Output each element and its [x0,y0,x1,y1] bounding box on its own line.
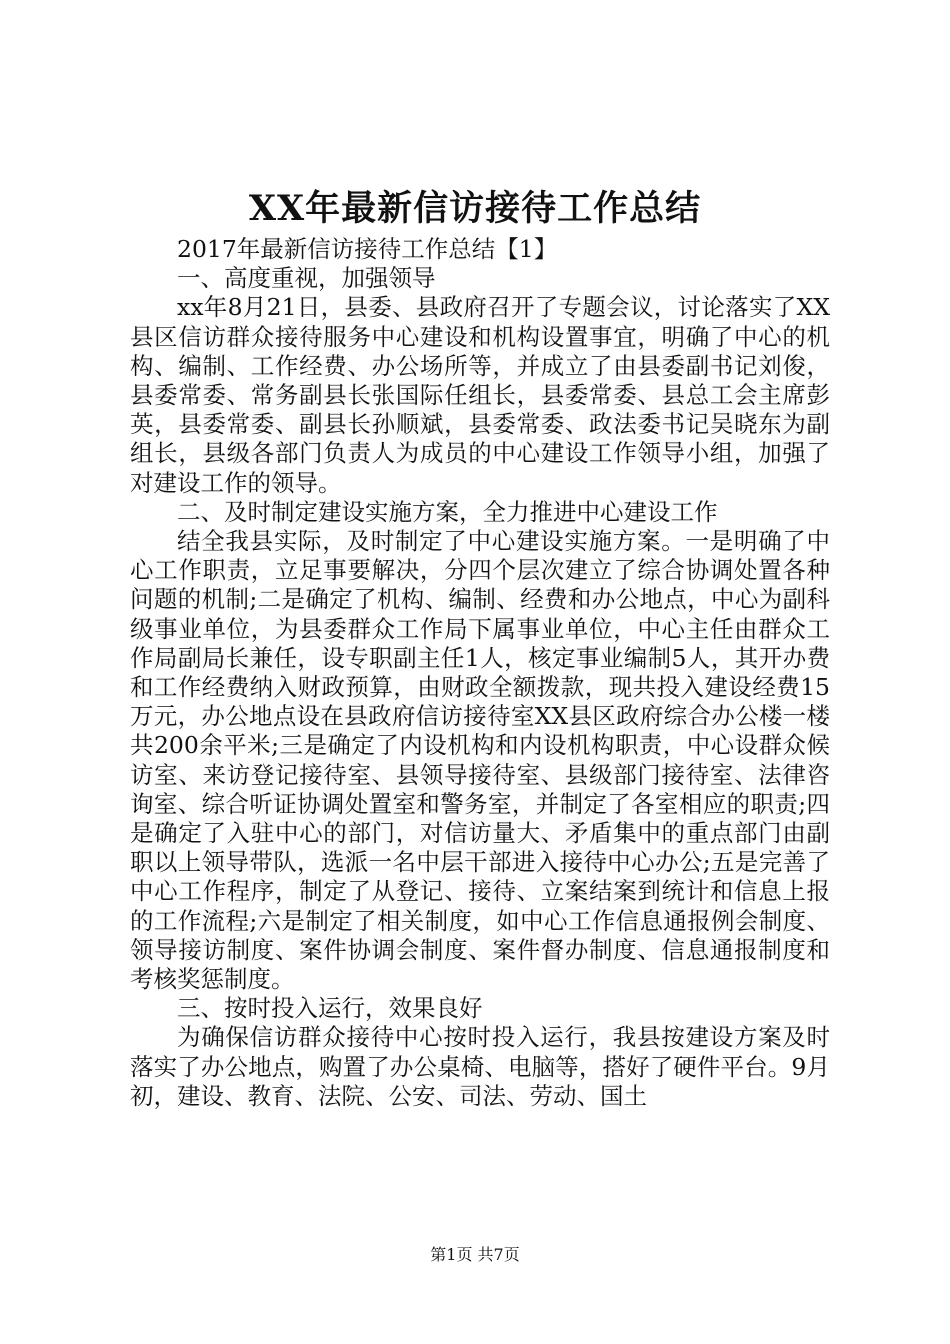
paragraph-body-1: xx年8月21日，县委、县政府召开了专题会议，讨论落实了XX县区信访群众接待服务中心建设和机构设置事宜，明确了中心的机构、编制、工作经费、办公场所等，并成立了由县委副书记刘俊，县委常委、常务副县长张国际任组长，县委常委、县总工会主席彭英，县委常委、副县长孙顺斌，县委常委、政法委书记吴晓东为副组长，县级各部门负责人为成员的中心建设工作领导小组，加强了对建设工作的领导。 [130,293,830,497]
document-body [130,235,830,1111]
page-footer: 第1页 共7页 [430,1245,520,1264]
paragraph-heading-2: 二、及时制定建设实施方案，全力推进中心建设工作 [177,497,718,526]
paragraph-body-3: 为确保信访群众接待中心按时投入运行，我县按建设方案及时落实了办公地点，购置了办公桌椅、电脑等，搭好了硬件平台。9月初，建设、教育、法院、公安、司法、劳动、国土 [130,1023,830,1110]
paragraph-heading-3: 三、按时投入运行，效果良好 [177,994,483,1023]
paragraph-heading-1: 一、高度重视，加强领导 [177,264,436,293]
paragraph-body-2: 结全我县实际，及时制定了中心建设实施方案。一是明确了中心工作职责，立足事要解决，分四个层次建立了综合协调处置各种问题的机制;二是确定了机构、编制、经费和办公地点，中心为副科级事业单位，为县委群众工作局下属事业单位，中心主任由群众工作局副局长兼任，设专职副主任1人，核定事业编制5人，其开办费和工作经费纳入财政预算，由财政全额拨款，现共投入建设经费15万元，办公地点设在县政府信访接待室XX县区政府综合办公楼一楼共200余平米;三是确定了内设机构和内设机构职责，中心设群众候访室、来访登记接待室、县领导接待室、县级部门接待室、法律咨询室、综合听证协调处置室和警务室，并制定了各室相应的职责;四是确定了入驻中心的部门，对信访量大、矛盾集中的重点部门由副职以上领导带队，选派一名中层干部进入接待中心办公;五是完善了中心工作程序，制定了从登记、接待、立案结案到统计和信息上报的工作流程;六是制定了相关制度，如中心工作信息通报例会制度、领导接访制度、案件协调会制度、案件督办制度、信息通报制度和考核奖惩制度。 [130,527,830,994]
paragraph-subtitle: 2017年最新信访接待工作总结【1】 [177,235,558,263]
document-title: XX年最新信访接待工作总结 [248,188,702,229]
